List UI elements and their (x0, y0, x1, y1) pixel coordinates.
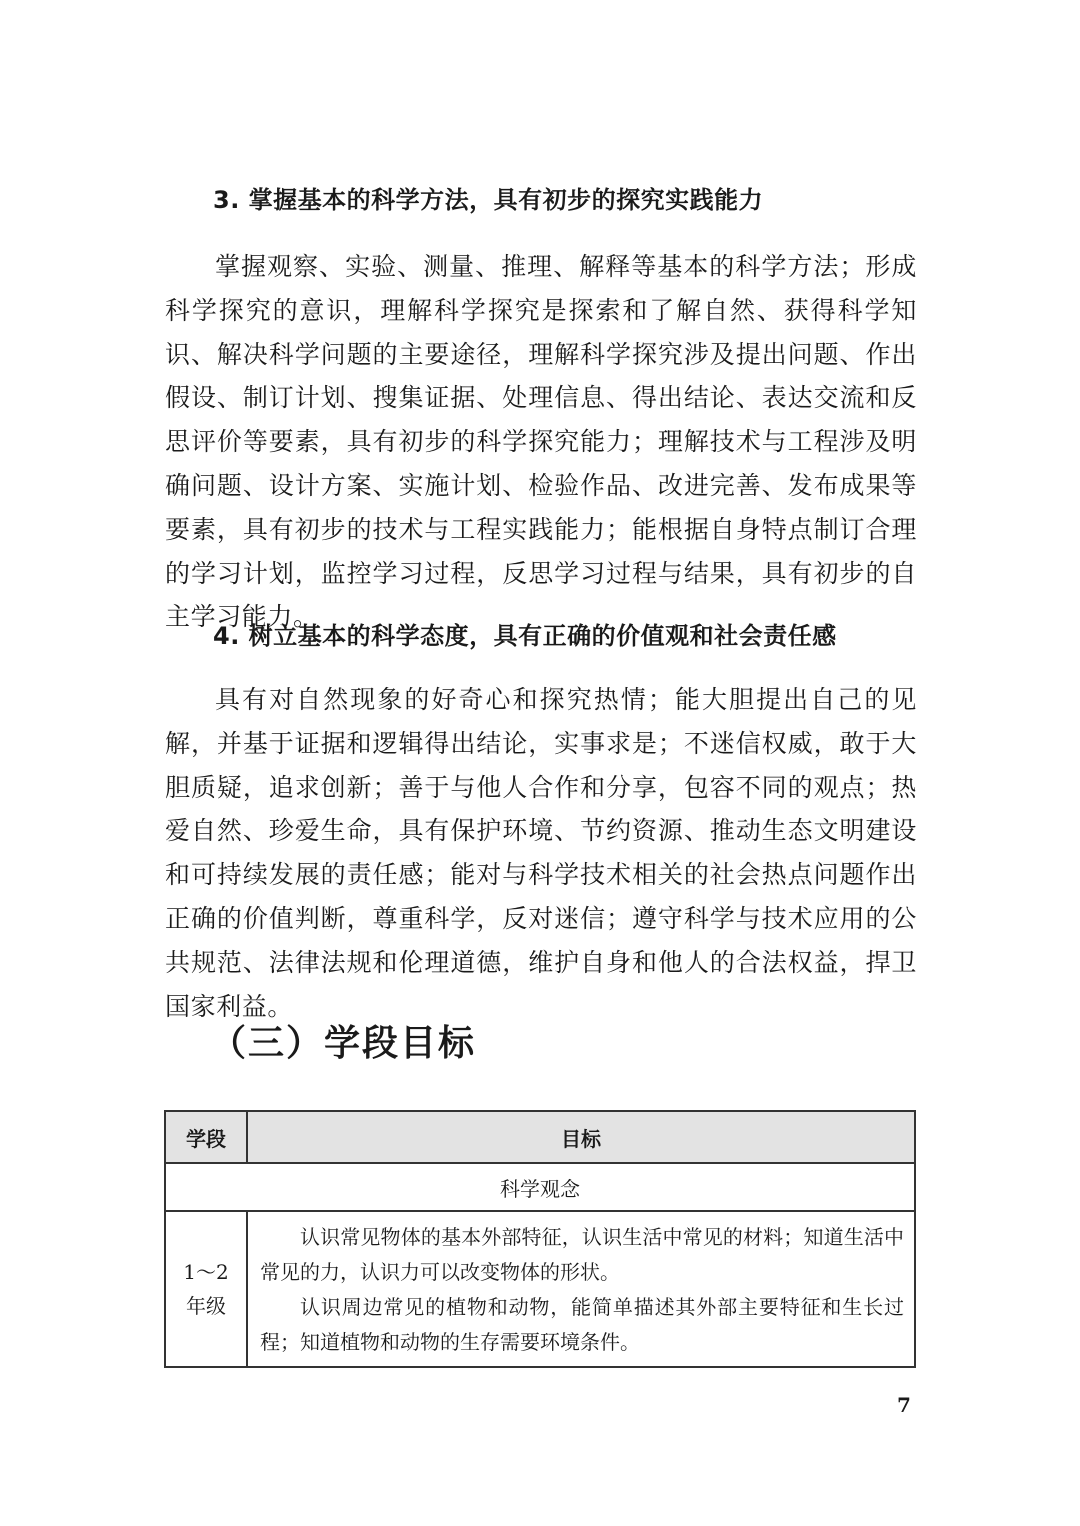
stage-goals-table (164, 1110, 916, 1368)
goal-item: 认识常见物体的基本外部特征，认识生活中常见的材料；知道生活中常见的力，认识力可以改变物体的形状。 (260, 1225, 904, 1284)
section-paragraph-3: 掌握观察、实验、测量、推理、解释等基本的科学方法；形成科学探究的意识，理解科学探究是探索和了解自然、获得科学知识、解决科学问题的主要途径，理解科学探究涉及提出问题、作出假设、制订计划、搜集证据、处理信息、得出结论、表达交流和反思评价等要素，具有初步的科学探究能力；理解技术与工程涉及明确问题、设计方案、实施计划、检验作品、改进完善、发布成果等要素，具有初步的技术与工程实践能力；能根据自身特点制订合理的学习计划，监控学习过程，反思学习过程与结果，具有初步的自主学习能力。 (165, 252, 917, 632)
subheader-science-concept: 科学观念 (165, 1163, 915, 1211)
stage-line-1: 1～2 (183, 1260, 229, 1284)
header-goal: 目标 (247, 1111, 915, 1163)
section-heading-4: 4. 树立基本的科学态度，具有正确的价值观和社会责任感 (213, 622, 837, 650)
goal-item: 认识周边常见的植物和动物，能简单描述其外部主要特征和生长过程；知道植物和动物的生存需要环境条件。 (260, 1295, 904, 1354)
section-paragraph-4: 具有对自然现象的好奇心和探究热情；能大胆提出自己的见解，并基于证据和逻辑得出结论，实事求是；不迷信权威，敢于大胆质疑，追求创新；善于与他人合作和分享，包容不同的观点；热爱自然、珍爱生命，具有保护环境、节约资源、推动生态文明建设和可持续发展的责任感；能对与科学技术相关的社会热点问题作出正确的价值判断，尊重科学，反对迷信；遵守科学与技术应用的公共规范、法律法规和伦理道德，维护自身和他人的合法权益，捍卫国家利益。 (165, 685, 917, 1021)
goal-cell (247, 1211, 915, 1367)
header-stage: 学段 (165, 1111, 247, 1163)
stage-line-2: 年级 (186, 1294, 226, 1318)
stage-cell (165, 1211, 247, 1367)
table-subheader-row (165, 1163, 915, 1211)
section-heading-3: 3. 掌握基本的科学方法，具有初步的探究实践能力 (213, 186, 764, 214)
table-row (165, 1211, 915, 1367)
page-number: 7 (897, 1393, 911, 1417)
section-title: （三）学段目标 (210, 1023, 477, 1064)
table-header-row (165, 1111, 915, 1163)
